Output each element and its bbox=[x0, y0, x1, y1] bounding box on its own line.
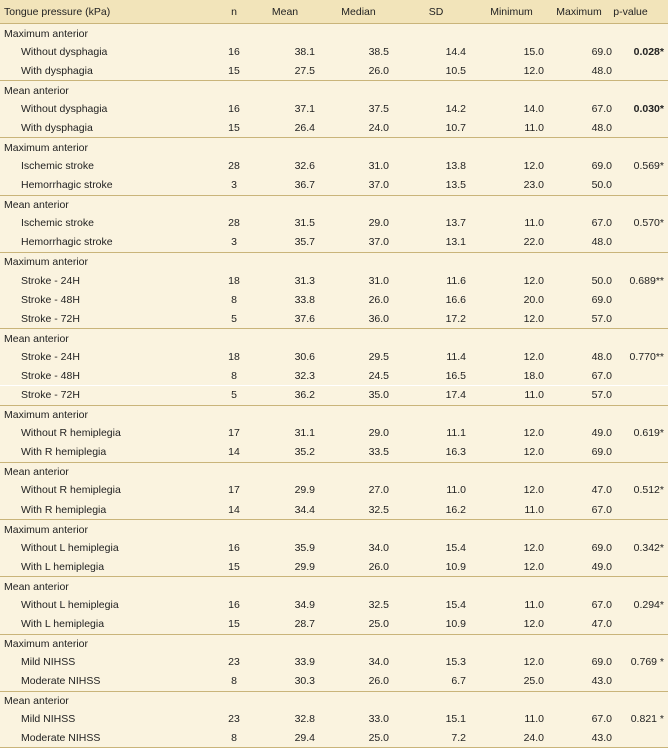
sd-cell: 13.7 bbox=[445, 217, 466, 230]
minimum-cell: 12.0 bbox=[523, 541, 544, 554]
median-cell: 36.0 bbox=[368, 312, 389, 325]
row-label: With L hemiplegia bbox=[21, 617, 105, 630]
row-label: Stroke - 24H bbox=[21, 350, 80, 363]
group-title-row bbox=[0, 576, 668, 596]
p-value-cell: 0.770** bbox=[629, 350, 664, 363]
maximum-cell: 43.0 bbox=[591, 675, 612, 688]
row-label: Ischemic stroke bbox=[21, 160, 94, 173]
table-row bbox=[0, 99, 668, 118]
header-cell: Maximum bbox=[556, 5, 602, 18]
row-label: Mild NIHSS bbox=[21, 656, 76, 669]
p-value-cell: 0.512* bbox=[633, 484, 664, 497]
maximum-cell: 50.0 bbox=[591, 274, 612, 287]
minimum-cell: 25.0 bbox=[523, 675, 544, 688]
table-row bbox=[0, 42, 668, 61]
table-row bbox=[0, 214, 668, 233]
table-row bbox=[0, 61, 668, 80]
group-title-row bbox=[0, 137, 668, 157]
p-value-cell bbox=[597, 176, 664, 195]
maximum-cell: 69.0 bbox=[591, 45, 612, 58]
maximum-cell: 47.0 bbox=[591, 617, 612, 630]
mean-cell: 34.4 bbox=[294, 503, 315, 516]
median-cell: 35.0 bbox=[368, 389, 389, 402]
n-cell: 8 bbox=[231, 293, 237, 306]
maximum-cell: 69.0 bbox=[591, 293, 612, 306]
table-row bbox=[0, 557, 668, 576]
n-cell: 3 bbox=[231, 236, 237, 249]
median-cell: 33.0 bbox=[368, 713, 389, 726]
row-label: Mild NIHSS bbox=[21, 713, 76, 726]
maximum-cell: 67.0 bbox=[591, 598, 612, 611]
median-cell: 34.0 bbox=[368, 656, 389, 669]
minimum-cell: 14.0 bbox=[523, 102, 544, 115]
median-cell: 31.0 bbox=[368, 274, 389, 287]
median-cell: 26.0 bbox=[368, 293, 389, 306]
group-title-row bbox=[0, 691, 668, 711]
group-title: Maximum anterior bbox=[4, 27, 89, 40]
table-row bbox=[0, 290, 668, 309]
row-label: Without L hemiplegia bbox=[21, 598, 119, 611]
median-cell: 37.0 bbox=[368, 179, 389, 192]
mean-cell: 31.1 bbox=[294, 427, 315, 440]
median-cell: 32.5 bbox=[368, 503, 389, 516]
sd-cell: 16.5 bbox=[445, 369, 466, 382]
p-value-cell: 0.821 * bbox=[630, 713, 664, 726]
mean-cell: 30.6 bbox=[294, 350, 315, 363]
sd-cell: 13.5 bbox=[445, 179, 466, 192]
median-cell: 37.5 bbox=[368, 102, 389, 115]
row-label: With L hemiplegia bbox=[21, 560, 105, 573]
mean-cell: 35.7 bbox=[294, 236, 315, 249]
sd-cell: 13.8 bbox=[445, 160, 466, 173]
median-cell: 33.5 bbox=[368, 446, 389, 459]
table-row bbox=[0, 347, 668, 366]
table-row bbox=[0, 366, 668, 385]
sd-cell: 11.0 bbox=[446, 484, 466, 497]
maximum-cell: 48.0 bbox=[591, 121, 612, 134]
n-cell: 16 bbox=[228, 598, 240, 611]
n-cell: 8 bbox=[231, 675, 237, 688]
median-cell: 26.0 bbox=[368, 64, 389, 77]
minimum-cell: 20.0 bbox=[523, 293, 544, 306]
mean-cell: 35.2 bbox=[294, 446, 315, 459]
sd-cell: 14.2 bbox=[445, 102, 466, 115]
mean-cell: 33.9 bbox=[294, 656, 315, 669]
group-title: Mean anterior bbox=[4, 199, 69, 212]
mean-cell: 27.5 bbox=[294, 64, 315, 77]
table-row bbox=[0, 481, 668, 500]
minimum-cell: 11.0 bbox=[524, 217, 544, 230]
minimum-cell: 23.0 bbox=[523, 179, 544, 192]
table-row bbox=[0, 386, 668, 405]
p-value-cell bbox=[597, 729, 664, 748]
minimum-cell: 11.0 bbox=[524, 598, 544, 611]
p-value-cell bbox=[597, 500, 664, 519]
maximum-cell: 67.0 bbox=[591, 217, 612, 230]
maximum-cell: 69.0 bbox=[591, 541, 612, 554]
mean-cell: 30.3 bbox=[294, 675, 315, 688]
sd-cell: 11.4 bbox=[446, 350, 466, 363]
maximum-cell: 48.0 bbox=[591, 236, 612, 249]
n-cell: 15 bbox=[228, 64, 240, 77]
group-title-row bbox=[0, 252, 668, 272]
minimum-cell: 11.0 bbox=[524, 121, 544, 134]
p-value-cell bbox=[597, 290, 664, 309]
table-row bbox=[0, 500, 668, 519]
group-title-row bbox=[0, 23, 668, 43]
row-label: Moderate NIHSS bbox=[21, 732, 101, 745]
p-value-cell bbox=[597, 366, 664, 385]
mean-cell: 32.6 bbox=[294, 160, 315, 173]
maximum-cell: 43.0 bbox=[591, 732, 612, 745]
p-value-cell: 0.569* bbox=[633, 160, 664, 173]
table-row bbox=[0, 614, 668, 633]
group-title: Maximum anterior bbox=[4, 409, 89, 422]
minimum-cell: 11.0 bbox=[524, 503, 544, 516]
maximum-cell: 69.0 bbox=[591, 446, 612, 459]
row-label: Moderate NIHSS bbox=[21, 675, 101, 688]
header-cell: Median bbox=[341, 5, 376, 18]
maximum-cell: 69.0 bbox=[591, 656, 612, 669]
group-title-row bbox=[0, 195, 668, 215]
table-row bbox=[0, 157, 668, 176]
p-value-cell bbox=[597, 309, 664, 328]
median-cell: 24.0 bbox=[368, 121, 389, 134]
group-title: Maximum anterior bbox=[4, 142, 89, 154]
mean-cell: 34.9 bbox=[294, 598, 315, 611]
group-title: Mean anterior bbox=[4, 332, 69, 345]
row-label: Ischemic stroke bbox=[21, 217, 94, 230]
mean-cell: 28.7 bbox=[294, 617, 315, 630]
n-cell: 5 bbox=[231, 312, 237, 325]
row-label: Without R hemiplegia bbox=[21, 484, 121, 497]
minimum-cell: 12.0 bbox=[523, 64, 544, 77]
row-label: Hemorrhagic stroke bbox=[21, 236, 113, 249]
p-value-cell: 0.028* bbox=[633, 45, 664, 58]
group-title-row bbox=[0, 328, 668, 348]
mean-cell: 29.4 bbox=[294, 732, 315, 745]
minimum-cell: 24.0 bbox=[523, 732, 544, 745]
p-value-cell bbox=[597, 672, 664, 691]
n-cell: 14 bbox=[228, 446, 240, 459]
p-value-cell bbox=[597, 443, 664, 462]
header-cell: Mean bbox=[271, 5, 299, 18]
n-cell: 3 bbox=[231, 179, 237, 192]
median-cell: 38.5 bbox=[368, 45, 389, 58]
minimum-cell: 18.0 bbox=[523, 369, 544, 382]
sd-cell: 17.4 bbox=[445, 389, 466, 402]
p-value-cell bbox=[597, 118, 664, 137]
table-row bbox=[0, 595, 668, 614]
minimum-cell: 22.0 bbox=[523, 236, 544, 249]
row-label: With R hemiplegia bbox=[21, 503, 107, 516]
minimum-cell: 12.0 bbox=[523, 312, 544, 325]
group-title: Mean anterior bbox=[4, 84, 69, 97]
minimum-cell: 12.0 bbox=[523, 617, 544, 630]
median-cell: 25.0 bbox=[368, 732, 389, 745]
group-title: Maximum anterior bbox=[4, 523, 89, 536]
n-cell: 18 bbox=[228, 350, 240, 363]
sd-cell: 15.1 bbox=[445, 713, 466, 726]
minimum-cell: 12.0 bbox=[523, 446, 544, 459]
sd-cell: 10.7 bbox=[445, 121, 466, 134]
sd-cell: 6.7 bbox=[451, 675, 466, 688]
row-label: Stroke - 24H bbox=[21, 274, 80, 287]
maximum-cell: 69.0 bbox=[591, 160, 612, 173]
p-value-cell bbox=[597, 386, 664, 405]
sd-cell: 10.9 bbox=[445, 560, 466, 573]
n-cell: 28 bbox=[228, 217, 240, 230]
row-label: Without R hemiplegia bbox=[21, 427, 121, 440]
table-row bbox=[0, 176, 668, 195]
header-cell: Tongue pressure (kPa) bbox=[4, 5, 111, 18]
table-row bbox=[0, 653, 668, 672]
n-cell: 23 bbox=[228, 656, 240, 669]
maximum-cell: 50.0 bbox=[591, 179, 612, 192]
median-cell: 26.0 bbox=[368, 560, 389, 573]
sd-cell: 10.9 bbox=[445, 617, 466, 630]
median-cell: 34.0 bbox=[368, 541, 389, 554]
n-cell: 15 bbox=[228, 560, 240, 573]
p-value-cell: 0.030* bbox=[633, 102, 664, 115]
sd-cell: 15.3 bbox=[445, 656, 466, 669]
header-cell: n bbox=[231, 5, 237, 18]
minimum-cell: 11.0 bbox=[524, 713, 544, 726]
n-cell: 16 bbox=[228, 45, 240, 58]
mean-cell: 36.2 bbox=[294, 389, 315, 402]
n-cell: 17 bbox=[228, 484, 240, 497]
n-cell: 16 bbox=[228, 541, 240, 554]
median-cell: 31.0 bbox=[368, 160, 389, 173]
p-value-cell bbox=[597, 614, 664, 633]
minimum-cell: 12.0 bbox=[523, 427, 544, 440]
row-label: Stroke - 72H bbox=[21, 312, 80, 325]
n-cell: 18 bbox=[228, 274, 240, 287]
minimum-cell: 12.0 bbox=[523, 350, 544, 363]
maximum-cell: 48.0 bbox=[591, 64, 612, 77]
row-label: With R hemiplegia bbox=[21, 446, 107, 459]
mean-cell: 29.9 bbox=[294, 484, 315, 497]
n-cell: 16 bbox=[228, 102, 240, 115]
p-value-cell: 0.570* bbox=[633, 217, 664, 230]
row-label: Stroke - 72H bbox=[21, 389, 80, 402]
group-title: Mean anterior bbox=[4, 466, 69, 479]
table-row bbox=[0, 710, 668, 729]
minimum-cell: 11.0 bbox=[524, 389, 544, 402]
table-header-row bbox=[0, 0, 668, 23]
maximum-cell: 67.0 bbox=[591, 369, 612, 382]
p-value-cell bbox=[597, 233, 664, 252]
table-row bbox=[0, 118, 668, 137]
mean-cell: 31.5 bbox=[294, 217, 315, 230]
mean-cell: 29.9 bbox=[294, 560, 315, 573]
group-title-row bbox=[0, 634, 668, 654]
n-cell: 17 bbox=[228, 427, 240, 440]
sd-cell: 16.3 bbox=[445, 446, 466, 459]
mean-cell: 37.6 bbox=[294, 312, 315, 325]
mean-cell: 37.1 bbox=[294, 102, 315, 115]
group-title-row bbox=[0, 80, 668, 100]
mean-cell: 36.7 bbox=[294, 179, 315, 192]
p-value-cell bbox=[597, 61, 664, 80]
group-title: Maximum anterior bbox=[4, 256, 89, 269]
maximum-cell: 49.0 bbox=[591, 427, 612, 440]
median-cell: 32.5 bbox=[368, 598, 389, 611]
group-title: Mean anterior bbox=[4, 580, 69, 593]
header-cell: SD bbox=[428, 5, 444, 18]
maximum-cell: 48.0 bbox=[591, 350, 612, 363]
table-row bbox=[0, 309, 668, 328]
p-value-cell bbox=[597, 557, 664, 576]
group-title-row bbox=[0, 462, 668, 482]
p-value-cell: 0.294* bbox=[633, 598, 664, 611]
p-value-cell: 0.689** bbox=[629, 274, 664, 287]
p-value-cell: 0.619* bbox=[633, 427, 664, 440]
median-cell: 37.0 bbox=[368, 236, 389, 249]
row-label: With dysphagia bbox=[21, 64, 93, 77]
table-row bbox=[0, 443, 668, 462]
sd-cell: 10.5 bbox=[445, 64, 466, 77]
sd-cell: 11.1 bbox=[446, 427, 466, 440]
median-cell: 29.0 bbox=[368, 427, 389, 440]
median-cell: 25.0 bbox=[368, 617, 389, 630]
table-row bbox=[0, 672, 668, 691]
group-title-row bbox=[0, 405, 668, 425]
p-value-cell: 0.769 * bbox=[630, 656, 664, 669]
mean-cell: 26.4 bbox=[294, 121, 315, 134]
minimum-cell: 12.0 bbox=[523, 656, 544, 669]
row-label: Stroke - 48H bbox=[21, 369, 80, 382]
header-cell: Minimum bbox=[490, 5, 533, 18]
maximum-cell: 67.0 bbox=[591, 713, 612, 726]
sd-cell: 14.4 bbox=[445, 45, 466, 58]
table-row bbox=[0, 538, 668, 557]
maximum-cell: 67.0 bbox=[591, 102, 612, 115]
minimum-cell: 12.0 bbox=[523, 560, 544, 573]
median-cell: 26.0 bbox=[368, 675, 389, 688]
row-label: Stroke - 48H bbox=[21, 293, 80, 306]
maximum-cell: 47.0 bbox=[591, 484, 612, 497]
table-row bbox=[0, 233, 668, 252]
group-title: Maximum anterior bbox=[4, 638, 89, 651]
maximum-cell: 49.0 bbox=[591, 560, 612, 573]
median-cell: 29.5 bbox=[368, 350, 389, 363]
header-cell: p-value bbox=[613, 5, 648, 18]
mean-cell: 31.3 bbox=[294, 274, 315, 287]
minimum-cell: 12.0 bbox=[523, 274, 544, 287]
row-label: Hemorrhagic stroke bbox=[21, 179, 113, 192]
n-cell: 23 bbox=[228, 713, 240, 726]
median-cell: 27.0 bbox=[368, 484, 389, 497]
sd-cell: 15.4 bbox=[445, 541, 466, 554]
mean-cell: 32.3 bbox=[294, 369, 315, 382]
sd-cell: 16.6 bbox=[445, 293, 466, 306]
maximum-cell: 57.0 bbox=[591, 312, 612, 325]
table-row bbox=[0, 424, 668, 443]
minimum-cell: 15.0 bbox=[523, 45, 544, 58]
p-value-cell: 0.342* bbox=[633, 541, 664, 554]
group-title: Mean anterior bbox=[4, 695, 69, 708]
mean-cell: 35.9 bbox=[294, 541, 315, 554]
sd-cell: 15.4 bbox=[445, 598, 466, 611]
n-cell: 15 bbox=[228, 121, 240, 134]
maximum-cell: 67.0 bbox=[591, 503, 612, 516]
sd-cell: 16.2 bbox=[445, 503, 466, 516]
n-cell: 15 bbox=[228, 617, 240, 630]
median-cell: 29.0 bbox=[368, 217, 389, 230]
n-cell: 5 bbox=[231, 389, 237, 402]
row-label: Without dysphagia bbox=[21, 45, 108, 58]
sd-cell: 17.2 bbox=[445, 312, 466, 325]
row-label: Without dysphagia bbox=[21, 102, 108, 115]
sd-cell: 13.1 bbox=[445, 236, 466, 249]
table-row bbox=[0, 729, 668, 748]
n-cell: 8 bbox=[231, 369, 237, 382]
n-cell: 28 bbox=[228, 160, 240, 173]
group-title-row bbox=[0, 519, 668, 539]
row-label: Without L hemiplegia bbox=[21, 541, 119, 554]
mean-cell: 32.8 bbox=[294, 713, 315, 726]
n-cell: 8 bbox=[231, 732, 237, 745]
n-cell: 14 bbox=[228, 503, 240, 516]
row-label: With dysphagia bbox=[21, 121, 93, 134]
maximum-cell: 57.0 bbox=[591, 389, 612, 402]
median-cell: 24.5 bbox=[368, 369, 389, 382]
sd-cell: 11.6 bbox=[446, 274, 466, 287]
minimum-cell: 12.0 bbox=[523, 160, 544, 173]
minimum-cell: 12.0 bbox=[523, 484, 544, 497]
sd-cell: 7.2 bbox=[451, 732, 466, 745]
mean-cell: 33.8 bbox=[294, 293, 315, 306]
mean-cell: 38.1 bbox=[294, 45, 315, 58]
table-row bbox=[0, 271, 668, 290]
